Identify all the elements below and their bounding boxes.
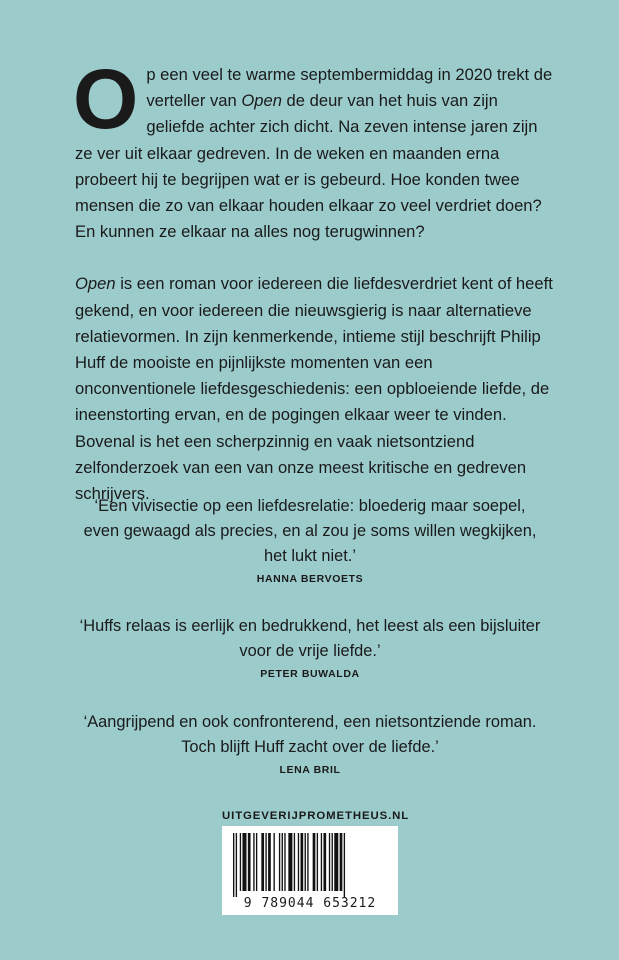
quote-author: LENA BRIL — [279, 764, 341, 776]
blurb-paragraph-1: Op een veel te warme septembermiddag in 2020 trekt de verteller van Open de deur van het huis van zijn geliefde achter zich dicht. Na zeven intense jaren zijn ze ver uit elkaar gedreven. In de weken en maanden erna probeert hij te begrijpen wat er is gebeurd. Hoe konden twee mensen die zo van elkaar houden elkaar zo veel verdriet doen? En kunnen ze elkaar na alles nog terugwinnen? — [73, 52, 553, 242]
blurb — [73, 52, 555, 507]
quote-text: ‘Aangrijpend en ook confronterend, een nietsontziende roman. Toch blijft Huff zacht over de liefde.’ — [83, 713, 537, 756]
isbn-number: 9 789044 653212 — [243, 896, 377, 911]
blurb-paragraph-2: Open is een roman voor iedereen die liefdesverdriet kent of heeft gekend, en voor iedereen die nieuwsgierig is naar alternatieve relatievormen. In zijn kenmerkende, intieme stijl beschrijft Philip Huff de mooiste en pijnlijkste momenten van een onconventionele liefdesgeschiedenis: een opbloeiende liefde, de ineenstorting ervan, en de pogingen elkaar weer te vinden. Bovenal is het een scherpzinnig en vaak nietsontziend zelfonderzoek van een van onze meest kritische en gedreven schrijvers. — [75, 274, 553, 504]
book-title: Open — [75, 274, 116, 294]
review-quote — [60, 710, 560, 776]
barcode-bars — [231, 833, 389, 897]
drop-cap: O — [73, 52, 139, 146]
quote-author: HANNA BERVOETS — [256, 573, 364, 585]
quote-text: ‘Een vivisectie op een liefdesrelatie: bloederig maar soepel, even gewaagd als precies, en al zou je soms willen wegkijken, het lukt niet.’ — [83, 497, 537, 565]
quote-author: PETER BUWALDA — [260, 668, 360, 680]
barcode — [222, 826, 398, 915]
publisher-url: UITGEVERIJPROMETHEUS.NL — [222, 810, 410, 822]
book-title: Open — [241, 91, 282, 111]
quote-text: ‘Huffs relaas is eerlijk en bedrukkend, het leest als een bijsluiter voor de vrije liefde.’ — [79, 617, 541, 660]
review-quote — [60, 494, 560, 585]
review-quote — [60, 614, 560, 680]
